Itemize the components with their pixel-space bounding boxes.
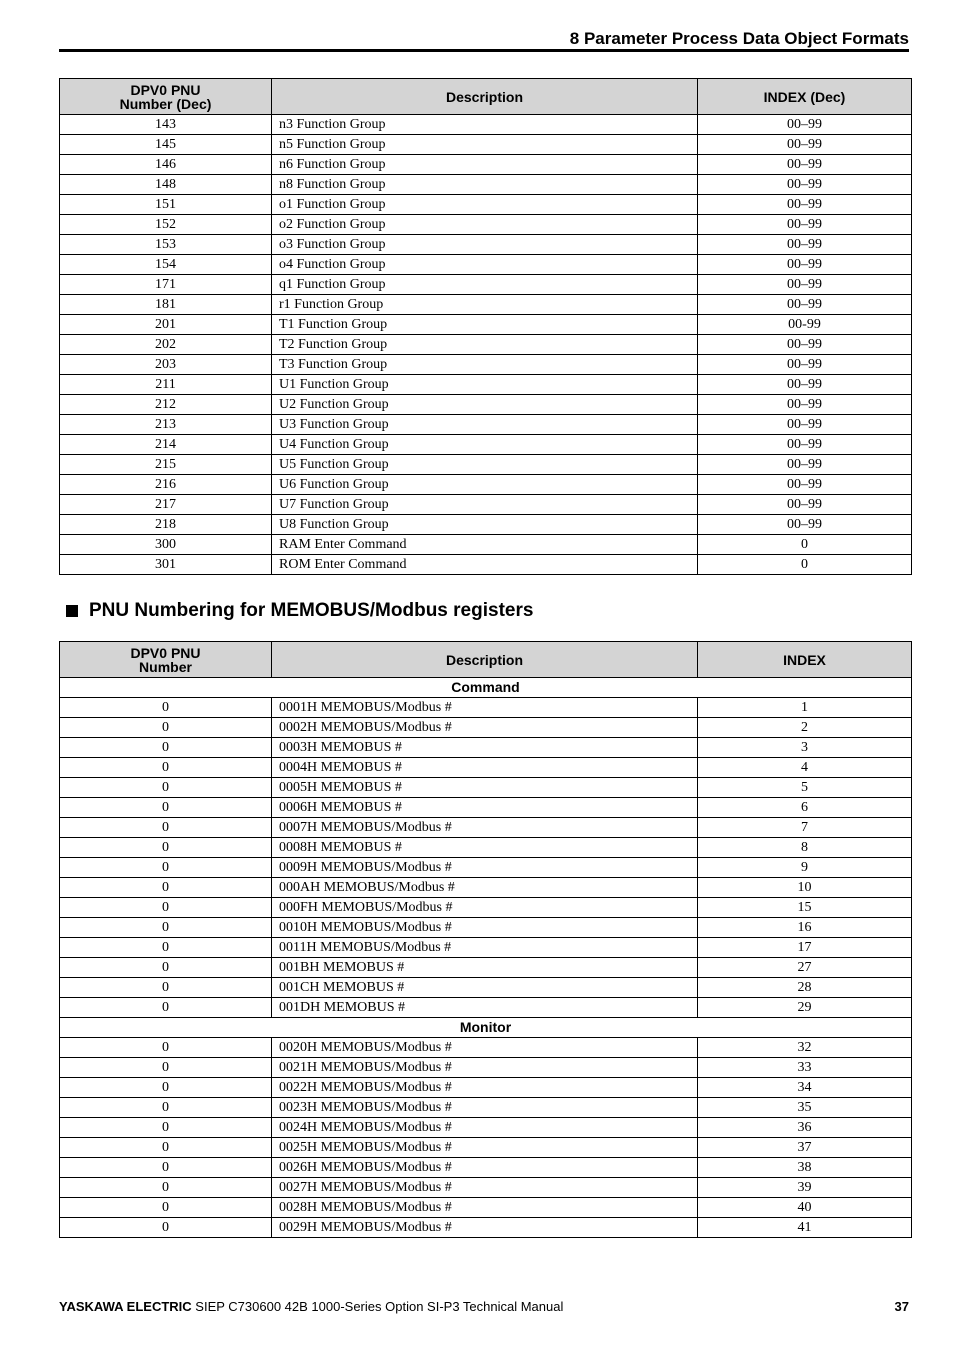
cell-pnu: 211: [60, 375, 272, 395]
cell-description: 001DH MEMOBUS #: [272, 998, 698, 1018]
table-row: [60, 738, 912, 758]
cell-pnu: 0: [60, 738, 272, 758]
group-row: [60, 678, 912, 698]
cell-description: n6 Function Group: [272, 155, 698, 175]
table-row: [60, 898, 912, 918]
cell-pnu: 0: [60, 718, 272, 738]
cell-description: U3 Function Group: [272, 415, 698, 435]
square-bullet-icon: [66, 605, 78, 617]
table-row: [60, 195, 912, 215]
cell-description: T2 Function Group: [272, 335, 698, 355]
cell-description: 0002H MEMOBUS/Modbus #: [272, 718, 698, 738]
footer-doc-title: SIEP C730600 42B 1000-Series Option SI-P3 Technical Manual: [191, 1299, 564, 1314]
cell-index: 34: [698, 1078, 912, 1098]
cell-description: o2 Function Group: [272, 215, 698, 235]
cell-description: 0023H MEMOBUS/Modbus #: [272, 1098, 698, 1118]
table-row: [60, 1118, 912, 1138]
cell-pnu: 0: [60, 1078, 272, 1098]
cell-description: 0026H MEMOBUS/Modbus #: [272, 1158, 698, 1178]
cell-description: o4 Function Group: [272, 255, 698, 275]
table-row: [60, 858, 912, 878]
cell-pnu: 217: [60, 495, 272, 515]
cell-pnu: 0: [60, 978, 272, 998]
cell-pnu: 0: [60, 898, 272, 918]
header-index: INDEX: [698, 642, 912, 678]
table-header-row: [60, 642, 912, 678]
table-row: [60, 1038, 912, 1058]
cell-index: 10: [698, 878, 912, 898]
cell-description: 001CH MEMOBUS #: [272, 978, 698, 998]
cell-pnu: 148: [60, 175, 272, 195]
table-row: [60, 275, 912, 295]
cell-pnu: 0: [60, 1198, 272, 1218]
cell-pnu: 145: [60, 135, 272, 155]
cell-description: 000FH MEMOBUS/Modbus #: [272, 898, 698, 918]
table-row: [60, 395, 912, 415]
cell-pnu: 301: [60, 555, 272, 575]
cell-description: U4 Function Group: [272, 435, 698, 455]
cell-pnu: 0: [60, 698, 272, 718]
table-row: [60, 758, 912, 778]
cell-pnu: 143: [60, 115, 272, 135]
table-row: [60, 335, 912, 355]
table2-body: [60, 678, 912, 1238]
cell-index: 00–99: [698, 175, 912, 195]
table-row: [60, 1158, 912, 1178]
cell-pnu: 153: [60, 235, 272, 255]
cell-description: U2 Function Group: [272, 395, 698, 415]
cell-pnu: 0: [60, 1118, 272, 1138]
cell-index: 00–99: [698, 495, 912, 515]
table-row: [60, 1178, 912, 1198]
cell-index: 16: [698, 918, 912, 938]
cell-description: 0027H MEMOBUS/Modbus #: [272, 1178, 698, 1198]
cell-description: 0010H MEMOBUS/Modbus #: [272, 918, 698, 938]
cell-description: 0006H MEMOBUS #: [272, 798, 698, 818]
cell-index: 00–99: [698, 255, 912, 275]
cell-index: 8: [698, 838, 912, 858]
table-row: [60, 958, 912, 978]
group-label: Command: [60, 678, 912, 698]
cell-pnu: 152: [60, 215, 272, 235]
cell-pnu: 0: [60, 1158, 272, 1178]
cell-description: 0003H MEMOBUS #: [272, 738, 698, 758]
cell-description: n5 Function Group: [272, 135, 698, 155]
cell-index: 9: [698, 858, 912, 878]
cell-description: RAM Enter Command: [272, 535, 698, 555]
table-row: [60, 1078, 912, 1098]
cell-index: 33: [698, 1058, 912, 1078]
cell-description: r1 Function Group: [272, 295, 698, 315]
cell-index: 00–99: [698, 195, 912, 215]
header-description: Description: [272, 79, 698, 115]
table-row: [60, 1218, 912, 1238]
table-row: [60, 215, 912, 235]
cell-pnu: 0: [60, 758, 272, 778]
cell-pnu: 0: [60, 818, 272, 838]
cell-index: 29: [698, 998, 912, 1018]
header-dpv0-pnu: DPV0 PNU Number: [60, 642, 272, 678]
cell-pnu: 146: [60, 155, 272, 175]
cell-description: 000AH MEMOBUS/Modbus #: [272, 878, 698, 898]
cell-index: 28: [698, 978, 912, 998]
cell-index: 00–99: [698, 435, 912, 455]
cell-pnu: 202: [60, 335, 272, 355]
cell-index: 00–99: [698, 415, 912, 435]
cell-index: 27: [698, 958, 912, 978]
table-row: [60, 718, 912, 738]
cell-index: 0: [698, 535, 912, 555]
cell-description: n3 Function Group: [272, 115, 698, 135]
cell-index: 4: [698, 758, 912, 778]
cell-description: 0029H MEMOBUS/Modbus #: [272, 1218, 698, 1238]
cell-pnu: 300: [60, 535, 272, 555]
cell-pnu: 0: [60, 1218, 272, 1238]
cell-index: 00–99: [698, 235, 912, 255]
cell-description: 001BH MEMOBUS #: [272, 958, 698, 978]
footer-brand: YASKAWA ELECTRIC: [59, 1299, 192, 1314]
cell-index: 37: [698, 1138, 912, 1158]
header-dpv0-pnu: DPV0 PNU Number (Dec): [60, 79, 272, 115]
table-row: [60, 455, 912, 475]
cell-pnu: 0: [60, 878, 272, 898]
cell-pnu: 0: [60, 798, 272, 818]
table-row: [60, 175, 912, 195]
cell-index: 35: [698, 1098, 912, 1118]
cell-index: 00–99: [698, 155, 912, 175]
cell-pnu: 181: [60, 295, 272, 315]
table-row: [60, 778, 912, 798]
cell-pnu: 0: [60, 998, 272, 1018]
page-number: 37: [894, 1299, 909, 1314]
cell-index: 00–99: [698, 335, 912, 355]
cell-index: 00–99: [698, 375, 912, 395]
cell-pnu: 201: [60, 315, 272, 335]
table-row: [60, 255, 912, 275]
pnu-function-group-table: [59, 78, 912, 575]
cell-pnu: 171: [60, 275, 272, 295]
table-row: [60, 235, 912, 255]
cell-description: 0011H MEMOBUS/Modbus #: [272, 938, 698, 958]
cell-description: U8 Function Group: [272, 515, 698, 535]
group-row: [60, 1018, 912, 1038]
table-row: [60, 838, 912, 858]
cell-description: 0024H MEMOBUS/Modbus #: [272, 1118, 698, 1138]
cell-index: 38: [698, 1158, 912, 1178]
cell-pnu: 0: [60, 918, 272, 938]
table-row: [60, 155, 912, 175]
table-row: [60, 798, 912, 818]
cell-index: 00–99: [698, 215, 912, 235]
cell-index: 00–99: [698, 455, 912, 475]
table-row: [60, 435, 912, 455]
cell-index: 41: [698, 1218, 912, 1238]
page-header: [59, 29, 909, 52]
cell-description: ROM Enter Command: [272, 555, 698, 575]
cell-index: 36: [698, 1118, 912, 1138]
cell-index: 00–99: [698, 135, 912, 155]
cell-description: U6 Function Group: [272, 475, 698, 495]
table-row: [60, 1138, 912, 1158]
cell-index: 00–99: [698, 475, 912, 495]
table-row: [60, 475, 912, 495]
cell-description: o3 Function Group: [272, 235, 698, 255]
cell-index: 00–99: [698, 515, 912, 535]
cell-pnu: 212: [60, 395, 272, 415]
cell-index: 6: [698, 798, 912, 818]
cell-index: 00–99: [698, 395, 912, 415]
table1-body: [60, 115, 912, 575]
cell-description: n8 Function Group: [272, 175, 698, 195]
cell-index: 00–99: [698, 115, 912, 135]
table-header-row: [60, 79, 912, 115]
page-header-title: 8 Parameter Process Data Object Formats: [569, 29, 909, 48]
header-description: Description: [272, 642, 698, 678]
cell-pnu: 203: [60, 355, 272, 375]
table-row: [60, 698, 912, 718]
table-row: [60, 1098, 912, 1118]
table-row: [60, 135, 912, 155]
cell-pnu: 215: [60, 455, 272, 475]
cell-description: 0001H MEMOBUS/Modbus #: [272, 698, 698, 718]
cell-description: 0009H MEMOBUS/Modbus #: [272, 858, 698, 878]
cell-index: 39: [698, 1178, 912, 1198]
table-row: [60, 1058, 912, 1078]
table-row: [60, 535, 912, 555]
cell-index: 32: [698, 1038, 912, 1058]
table-row: [60, 315, 912, 335]
cell-index: 00-99: [698, 315, 912, 335]
cell-pnu: 0: [60, 1058, 272, 1078]
table-row: [60, 115, 912, 135]
table-row: [60, 918, 912, 938]
table-row: [60, 998, 912, 1018]
cell-description: o1 Function Group: [272, 195, 698, 215]
cell-index: 3: [698, 738, 912, 758]
header-index: INDEX (Dec): [698, 79, 912, 115]
cell-description: 0007H MEMOBUS/Modbus #: [272, 818, 698, 838]
cell-pnu: 216: [60, 475, 272, 495]
cell-pnu: 0: [60, 1098, 272, 1118]
table-row: [60, 1198, 912, 1218]
cell-description: U5 Function Group: [272, 455, 698, 475]
cell-pnu: 0: [60, 1038, 272, 1058]
cell-description: U1 Function Group: [272, 375, 698, 395]
table-row: [60, 938, 912, 958]
cell-description: q1 Function Group: [272, 275, 698, 295]
cell-description: 0005H MEMOBUS #: [272, 778, 698, 798]
cell-index: 00–99: [698, 275, 912, 295]
cell-pnu: 0: [60, 1178, 272, 1198]
cell-pnu: 151: [60, 195, 272, 215]
cell-index: 7: [698, 818, 912, 838]
table-row: [60, 355, 912, 375]
cell-index: 0: [698, 555, 912, 575]
cell-description: 0025H MEMOBUS/Modbus #: [272, 1138, 698, 1158]
cell-description: T1 Function Group: [272, 315, 698, 335]
table-row: [60, 878, 912, 898]
cell-pnu: 0: [60, 858, 272, 878]
table-row: [60, 295, 912, 315]
cell-index: 2: [698, 718, 912, 738]
cell-index: 17: [698, 938, 912, 958]
cell-index: 00–99: [698, 355, 912, 375]
page-footer: [59, 1298, 909, 1316]
table-row: [60, 978, 912, 998]
table-row: [60, 818, 912, 838]
cell-pnu: 0: [60, 838, 272, 858]
section-heading-title: PNU Numbering for MEMOBUS/Modbus registers: [89, 600, 534, 621]
cell-pnu: 0: [60, 958, 272, 978]
cell-description: 0008H MEMOBUS #: [272, 838, 698, 858]
table-row: [60, 495, 912, 515]
cell-description: 0022H MEMOBUS/Modbus #: [272, 1078, 698, 1098]
table-row: [60, 555, 912, 575]
cell-description: T3 Function Group: [272, 355, 698, 375]
cell-pnu: 0: [60, 778, 272, 798]
cell-pnu: 213: [60, 415, 272, 435]
cell-description: 0020H MEMOBUS/Modbus #: [272, 1038, 698, 1058]
group-label: Monitor: [60, 1018, 912, 1038]
cell-description: U7 Function Group: [272, 495, 698, 515]
memobus-register-table: [59, 641, 912, 1238]
section-heading: [66, 599, 533, 623]
cell-pnu: 0: [60, 1138, 272, 1158]
cell-index: 5: [698, 778, 912, 798]
cell-pnu: 218: [60, 515, 272, 535]
cell-index: 15: [698, 898, 912, 918]
cell-description: 0021H MEMOBUS/Modbus #: [272, 1058, 698, 1078]
cell-description: 0028H MEMOBUS/Modbus #: [272, 1198, 698, 1218]
cell-index: 40: [698, 1198, 912, 1218]
cell-pnu: 154: [60, 255, 272, 275]
table-row: [60, 515, 912, 535]
cell-description: 0004H MEMOBUS #: [272, 758, 698, 778]
cell-index: 00–99: [698, 295, 912, 315]
cell-pnu: 0: [60, 938, 272, 958]
table-row: [60, 415, 912, 435]
cell-index: 1: [698, 698, 912, 718]
cell-pnu: 214: [60, 435, 272, 455]
table-row: [60, 375, 912, 395]
